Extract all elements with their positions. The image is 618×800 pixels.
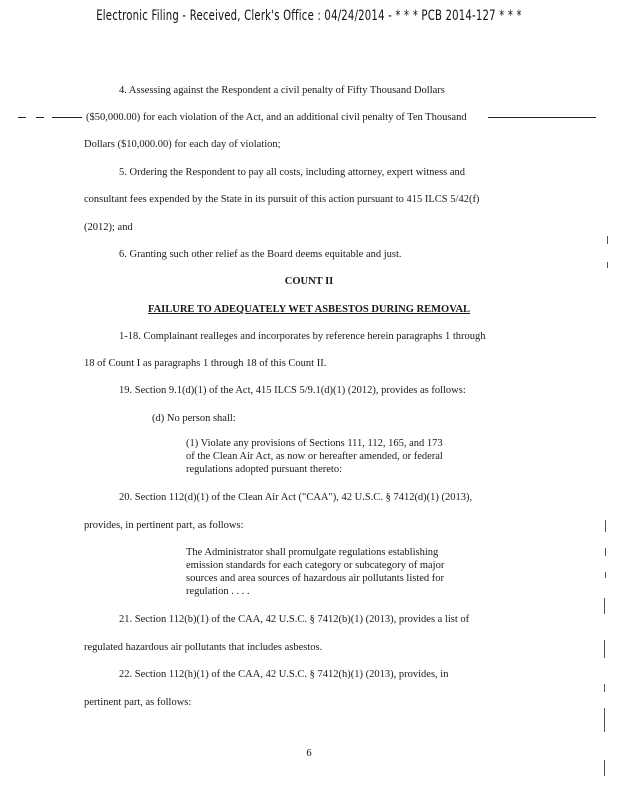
quote-line: emission standards for each category or subcategory of major <box>186 560 445 571</box>
quote-line: sources and area sources of hazardous air pollutants listed for <box>186 573 445 584</box>
scan-mark <box>604 708 605 732</box>
scan-mark <box>604 760 605 776</box>
paragraph-line: 6. Granting such other relief as the Board deems equitable and just. <box>119 249 402 260</box>
quote-line: (1) Violate any provisions of Sections 111, 112, 165, and 173 <box>186 438 443 449</box>
paragraph-line: 1-18. Complainant realleges and incorporates by reference herein paragraphs 1 through <box>119 331 486 342</box>
paragraph-line: 18 of Count I as paragraphs 1 through 18 of this Count II. <box>84 358 327 369</box>
paragraph-line: consultant fees expended by the State in its pursuit of this action pursuant to 415 ILCS 5/42(f) <box>84 194 480 205</box>
paragraph-line: provides, in pertinent part, as follows: <box>84 520 244 531</box>
paragraph-line: (d) No person shall: <box>152 413 236 424</box>
quote-line: of the Clean Air Act, as now or hereafter amended, or federal <box>186 451 443 462</box>
scan-mark <box>604 598 605 614</box>
paragraph-line: 22. Section 112(h)(1) of the CAA, 42 U.S.C. § 7412(h)(1) (2013), provides, in <box>119 669 449 680</box>
scan-mark <box>18 117 26 118</box>
paragraph-line: regulated hazardous air pollutants that includes asbestos. <box>84 642 323 653</box>
scan-mark <box>605 548 606 556</box>
scan-mark <box>605 572 606 578</box>
paragraph-line: 19. Section 9.1(d)(1) of the Act, 415 ILCS 5/9.1(d)(1) (2012), provides as follows: <box>119 385 466 396</box>
scan-mark <box>36 117 44 118</box>
scan-mark <box>52 117 82 118</box>
paragraph-line: Dollars ($10,000.00) for each day of violation; <box>84 139 281 150</box>
scan-mark <box>604 684 605 692</box>
scan-mark <box>488 117 596 118</box>
paragraph-line: (2012); and <box>84 222 133 233</box>
paragraph-line: 21. Section 112(b)(1) of the CAA, 42 U.S.C. § 7412(b)(1) (2013), provides a list of <box>119 614 470 625</box>
paragraph-line: 20. Section 112(d)(1) of the Clean Air Act ("CAA"), 42 U.S.C. § 7412(d)(1) (2013), <box>119 492 473 503</box>
count-heading: FAILURE TO ADEQUATELY WET ASBESTOS DURING REMOVAL <box>147 304 471 315</box>
page-number: 6 <box>306 748 312 759</box>
filing-stamp-header: Electronic Filing - Received, Clerk's Office : 04/24/2014 - * * * PCB 2014-127 * * * <box>96 8 522 24</box>
scan-mark <box>605 520 606 532</box>
quote-line: regulations adopted pursuant thereto: <box>186 464 342 475</box>
quote-line: The Administrator shall promulgate regulations establishing <box>186 547 439 558</box>
paragraph-line: ($50,000.00) for each violation of the Act, and an additional civil penalty of Ten Thousand <box>86 112 467 123</box>
count-title: COUNT II <box>284 276 334 287</box>
paragraph-line: 4. Assessing against the Respondent a civil penalty of Fifty Thousand Dollars <box>119 85 445 96</box>
scan-mark <box>607 262 608 268</box>
scan-mark <box>607 236 608 244</box>
paragraph-line: 5. Ordering the Respondent to pay all costs, including attorney, expert witness and <box>119 167 466 178</box>
scan-mark <box>604 640 605 658</box>
paragraph-line: pertinent part, as follows: <box>84 697 192 708</box>
quote-line: regulation . . . . <box>186 586 250 597</box>
